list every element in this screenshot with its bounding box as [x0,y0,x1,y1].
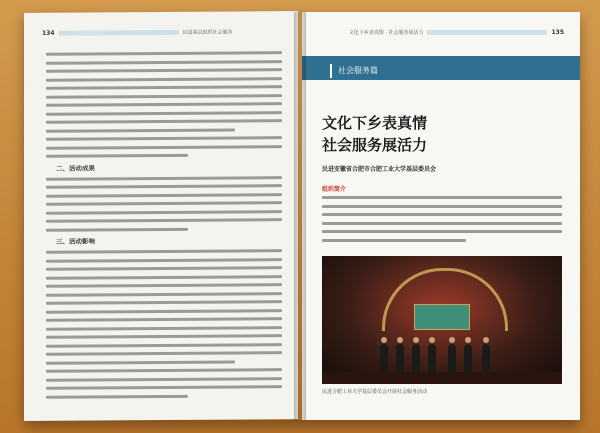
text-line [46,258,282,263]
text-line [46,94,282,99]
event-photo [322,256,562,384]
person-figure [412,344,420,374]
left-running-head [42,26,233,39]
right-head-bar [427,30,547,35]
text-line [46,218,282,223]
text-line [46,136,282,141]
text-line [46,368,282,373]
open-book [24,12,580,420]
text-line [46,249,282,254]
right-running-head-text: 文化下乡表真情 · 社会服务展活力 [348,29,424,36]
intro-body-text [322,196,562,247]
text-line [46,385,282,390]
article-byline: 民进安徽省合肥市合肥工业大学基层委员会 [322,166,437,173]
article-title-line-2: 社会服务展活力 [322,136,428,154]
text-line [46,210,282,215]
text-line [46,300,282,305]
person-figure [428,344,436,374]
text-line [322,205,562,208]
text-line [46,326,282,331]
left-running-head-text: 民进基层组织社会服务 [182,29,233,36]
text-line [322,196,562,199]
person-figure [482,344,490,374]
photo-caption: 民进合肥工业大学基层委员会开展社会服务活动 [322,389,428,395]
text-line [46,184,282,189]
person-figure [448,344,456,374]
text-line [46,60,282,65]
left-subheading-2: 三、活动影响 [56,237,95,246]
left-page-number: 134 [42,29,55,37]
text-line [46,292,282,297]
text-line [46,201,282,206]
text-line [46,377,282,382]
section-label: 社会服务篇 [330,64,384,78]
person-figure [464,344,472,374]
text-line [46,343,282,348]
text-line [46,51,282,56]
stage-floor [322,372,562,384]
text-line [46,68,282,73]
text-line [46,283,282,288]
text-line [46,85,282,90]
article-title-line-1: 文化下乡表真情 [322,114,428,132]
text-line [46,176,282,181]
left-head-bar [59,29,179,35]
text-line [322,213,562,216]
text-line [46,275,282,280]
text-line [46,227,188,231]
text-line [46,128,235,132]
right-page-number: 135 [551,28,564,36]
text-line [46,111,282,116]
intro-label: 组织简介 [322,186,347,193]
right-running-head [349,26,564,38]
text-line [46,145,282,150]
text-line [46,119,282,124]
text-line [46,360,235,364]
text-line [46,334,282,339]
text-line [46,394,188,398]
text-line [46,351,282,356]
text-line [46,77,282,82]
left-subheading-1: 二、活动成果 [56,163,95,173]
text-line [322,230,562,233]
text-line [46,154,188,158]
right-page [302,12,580,420]
left-body-text [46,51,282,404]
left-page [24,11,298,421]
text-line [46,309,282,314]
person-figure [380,344,388,374]
text-line [46,193,282,198]
book-gutter [294,12,306,420]
text-line [46,266,282,271]
text-line [322,239,466,242]
text-line [46,102,282,107]
person-figure [396,344,404,374]
article-title [322,112,562,156]
text-line [46,317,282,322]
text-line [322,222,562,225]
stage-screen [414,304,470,330]
